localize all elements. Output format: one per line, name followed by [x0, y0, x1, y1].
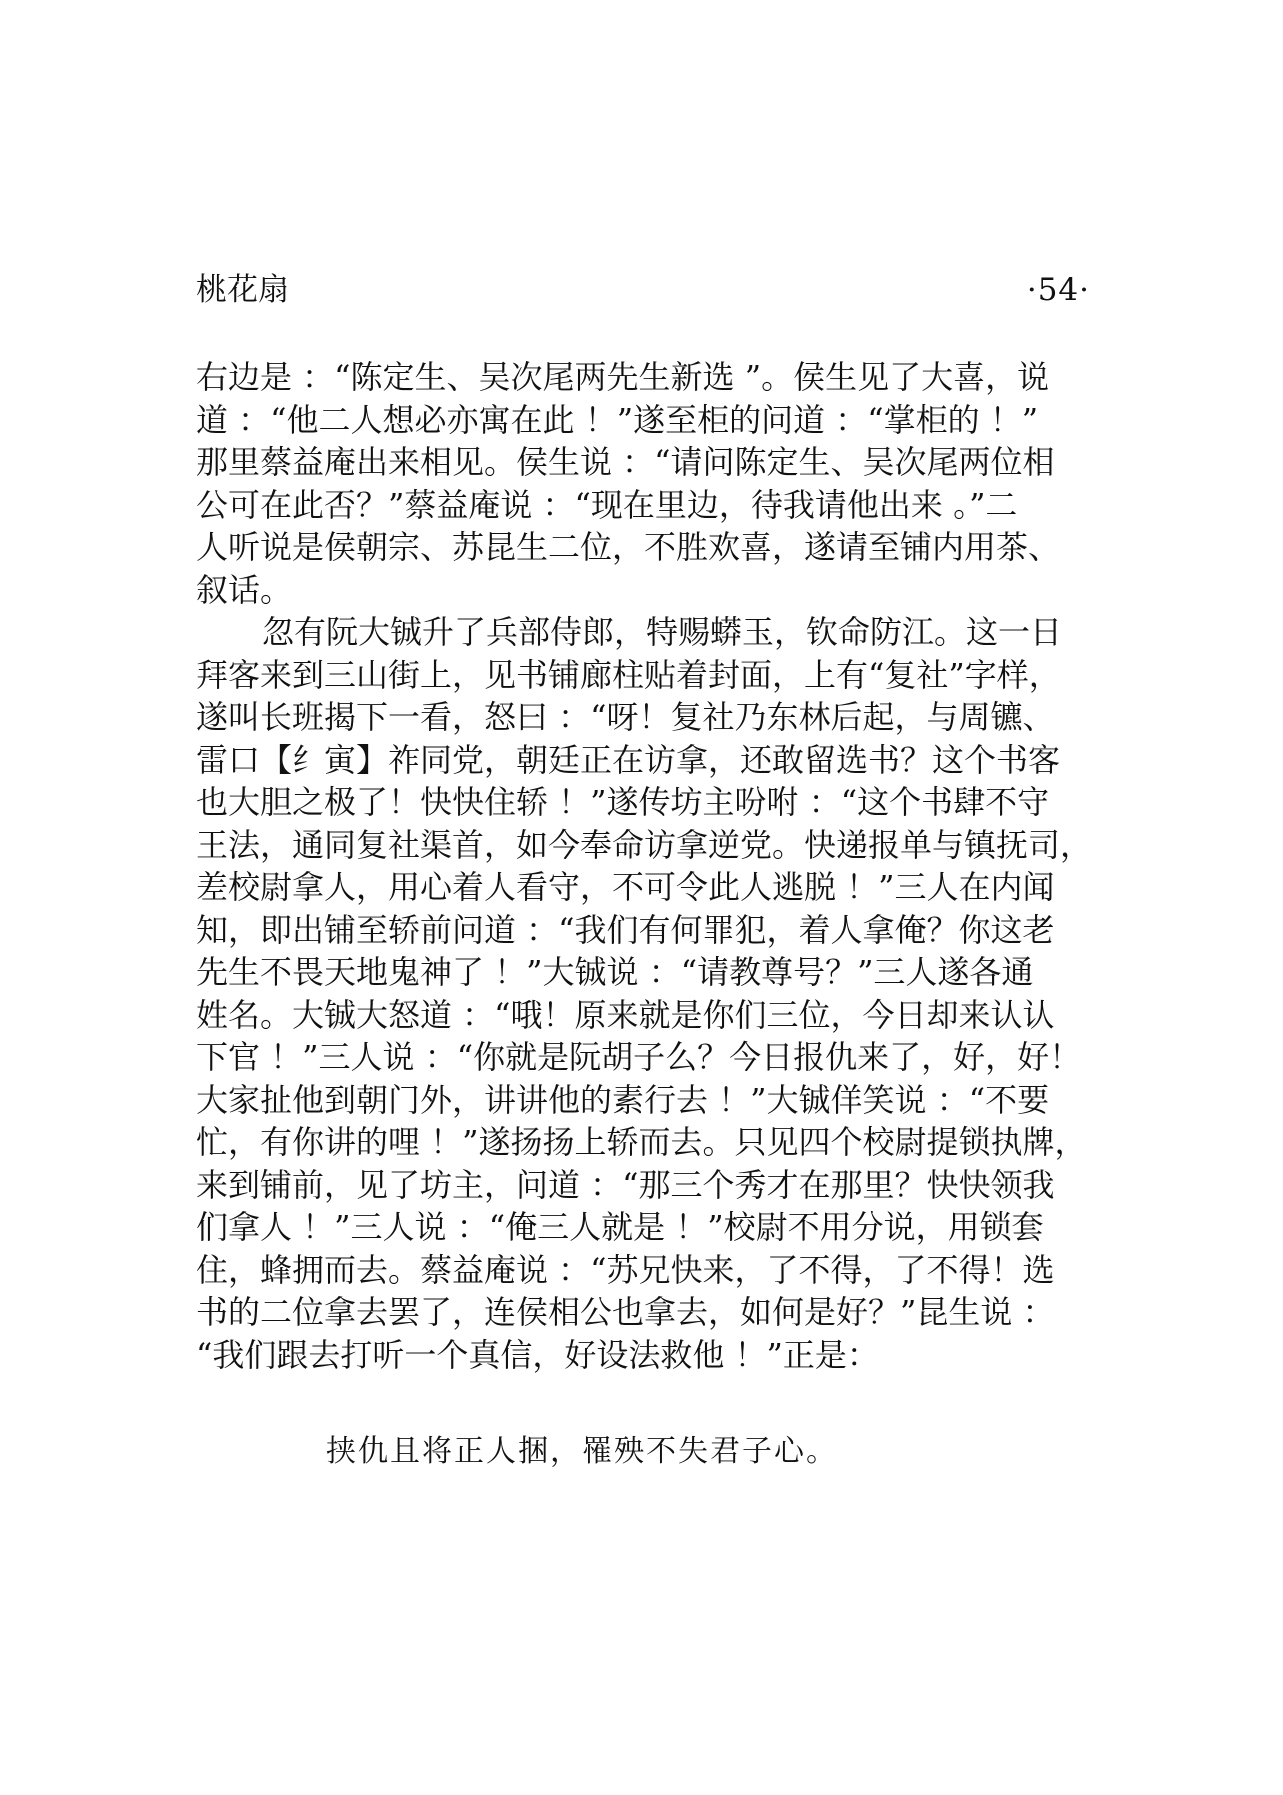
text-line: 雷口【纟寅】祚同党，朝廷正在访拿，还敢留选书？这个书客: [196, 740, 1061, 779]
running-header: [196, 268, 1090, 312]
page-number: ·54·: [1026, 272, 1090, 308]
closing-verse: 挟仇且将正人捆，罹殃不失君子心。: [326, 1434, 838, 1469]
text-line: 人听说是侯朝宗、苏昆生二位，不胜欢喜，遂请至铺内用茶、: [196, 528, 1061, 566]
text-line: 那里蔡益庵出来相见。侯生说 ：“请问陈定生、吴次尾两位相: [196, 443, 1055, 481]
text-line: 住，蜂拥而去。蔡益庵说 ：“苏兄快来，了不得，了不得！选: [196, 1250, 1055, 1289]
text-line: 书的二位拿去罢了，连侯相公也拿去，如何是好？”昆生说 ：: [196, 1293, 1055, 1331]
text-line: “我们跟去打听一个真信，好设法救他 ！”正是：: [196, 1335, 879, 1374]
text-line: 先生不畏天地鬼神了 ！”大铖说 ：“请教尊号？”三人遂各通: [196, 953, 1034, 991]
text-line: 道 ：“他二人想必亦寓在此 ！”遂至柜的问道 ：“掌柜的 ！”: [196, 400, 1039, 439]
text-line: 来到铺前，见了坊主，问道 ：“那三个秀才在那里？快快领我: [196, 1165, 1055, 1204]
text-line: 姓名。大铖大怒道 ：“哦！原来就是你们三位，今日却来认认: [196, 995, 1055, 1034]
body-text: [196, 356, 1096, 1376]
paragraph-first-line: 忽有阮大铖升了兵部侍郎，特赐蟒玉，钦命防江。这一日: [262, 613, 1063, 651]
text-line: 们拿人 ！”三人说 ：“俺三人就是 ！”校尉不用分说，用锁套: [196, 1208, 1044, 1246]
text-line: 忙，有你讲的哩 ！”遂扬扬上轿而去。只见四个校尉提锁执牌，: [196, 1123, 1087, 1161]
text-line: 差校尉拿人，用心着人看守，不可令此人逃脱 ！”三人在内闻: [196, 868, 1055, 906]
book-title: 桃花扇: [196, 272, 289, 308]
text-line: 拜客来到三山街上，见书铺廊柱贴着封面，上有“复社”字样，: [196, 655, 1061, 694]
text-line: 下官 ！”三人说 ：“你就是阮胡子么？今日报仇来了，好，好！: [196, 1038, 1082, 1076]
text-line: 也大胆之极了！快快住轿 ！”遂传坊主吩咐 ：“这个书肆不守: [196, 783, 1050, 821]
text-line: 遂叫长班揭下一看，怒曰 ：“呀！复社乃东林后起，与周镳、: [196, 698, 1055, 736]
text-line: 知，即出铺至轿前问道 ：“我们有何罪犯，着人拿俺？你这老: [196, 910, 1055, 949]
text-line: 右边是 ：“陈定生、吴次尾两先生新选 ”。侯生见了大喜，说: [196, 358, 1050, 396]
text-line: 公可在此否？”蔡益庵说 ：“现在里边，待我请他出来 。”二: [196, 485, 1018, 524]
text-line: 叙话。: [196, 570, 293, 609]
text-line: 大家扯他到朝门外，讲讲他的素行去 ！”大铖佯笑说 ：“不要: [196, 1080, 1050, 1119]
text-line: 王法，通同复社渠首，如今奉命访拿逆党。快递报单与镇抚司，: [196, 825, 1093, 864]
